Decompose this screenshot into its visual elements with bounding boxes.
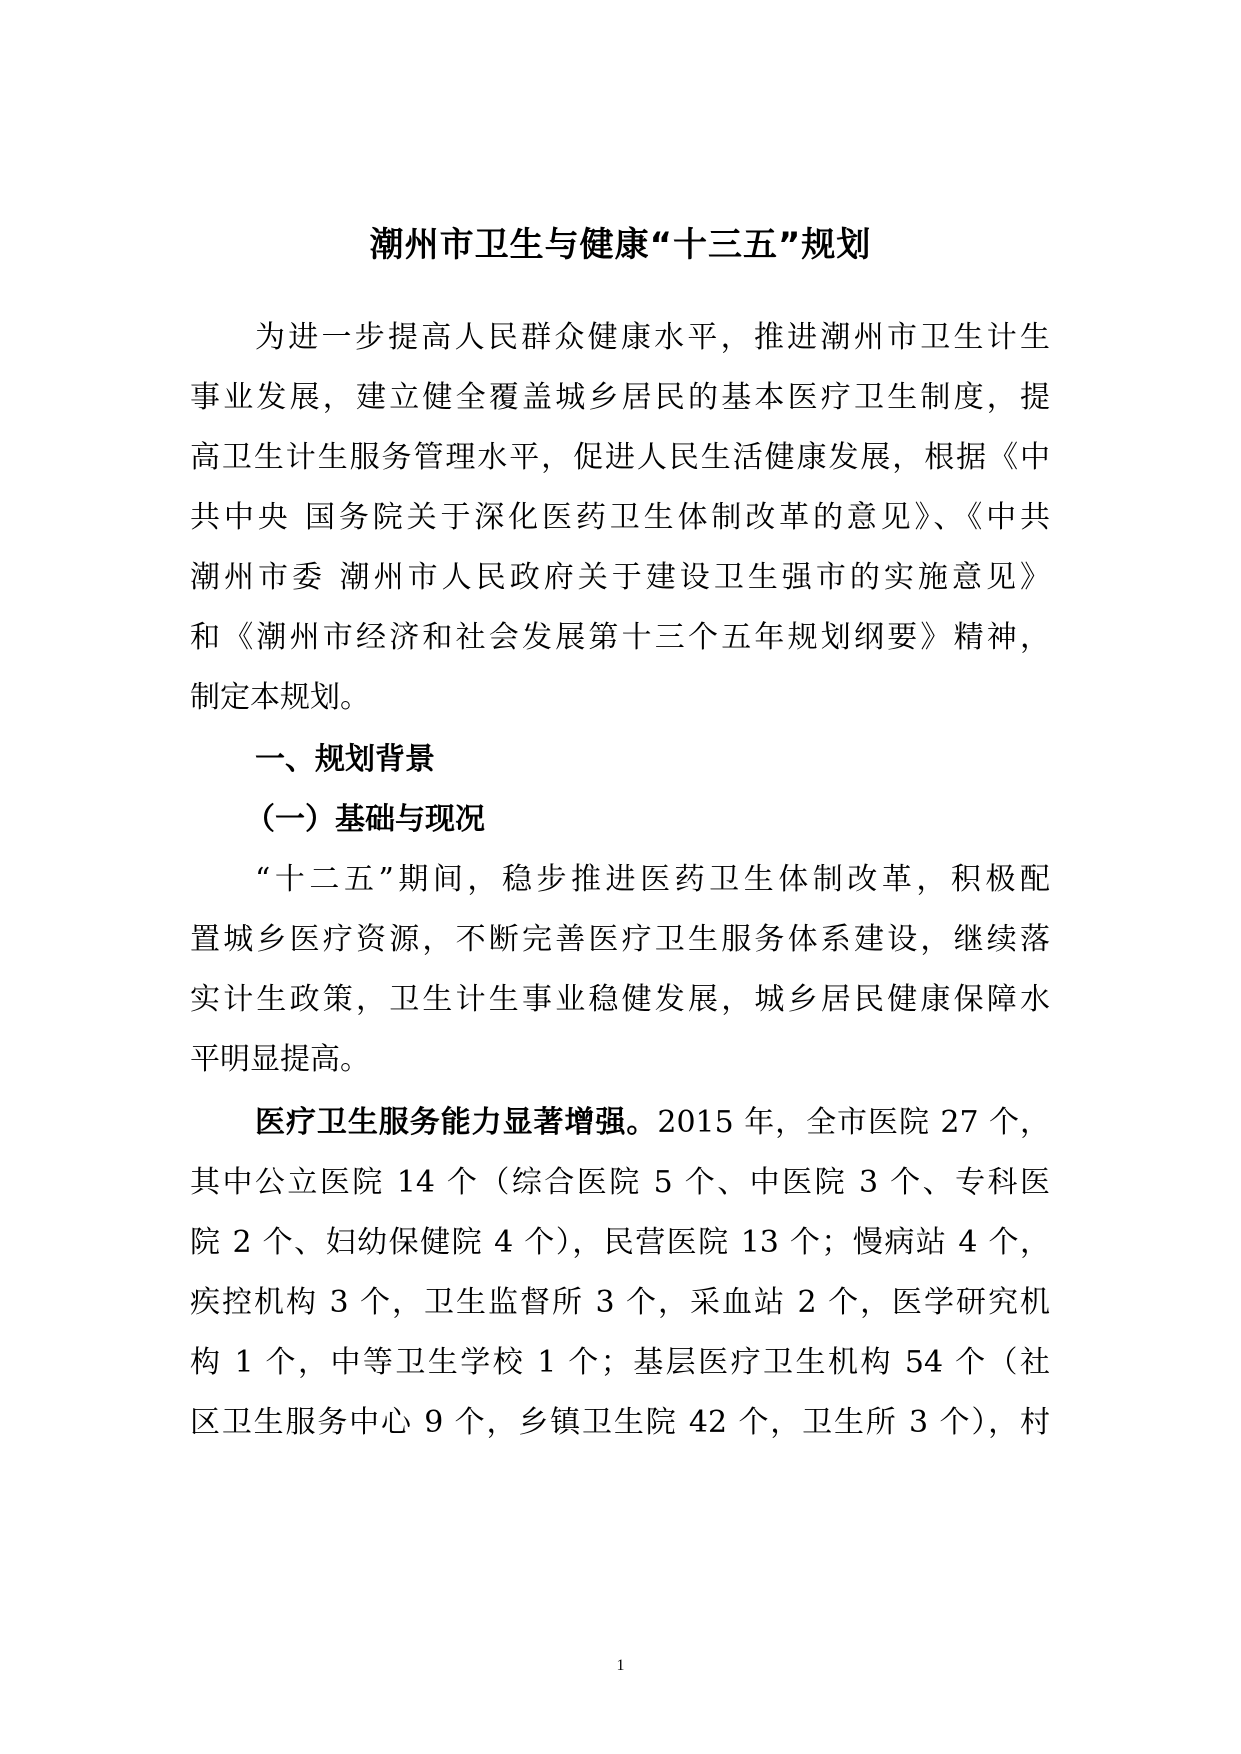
intro-line-6: 和《潮州市经济和社会发展第十三个五年规划纲要》精神， bbox=[190, 620, 1050, 655]
intro-line-2: 事业发展，建立健全覆盖城乡居民的基本医疗卫生制度，提 bbox=[190, 380, 1050, 415]
background-line-1: “十二五”期间，稳步推进医药卫生体制改革，积极配 bbox=[255, 862, 1050, 897]
capacity-line-4: 疾控机构 3 个，卫生监督所 3 个，采血站 2 个，医学研究机 bbox=[190, 1285, 1050, 1320]
capacity-line-3: 院 2 个、妇幼保健院 4 个），民营医院 13 个；慢病站 4 个， bbox=[190, 1225, 1050, 1260]
capacity-line-2: 其中公立医院 14 个（综合医院 5 个、中医院 3 个、专科医 bbox=[190, 1165, 1050, 1200]
page-number: 1 bbox=[616, 1657, 625, 1674]
section-heading-background: 一、规划背景 bbox=[255, 742, 435, 777]
background-line-4: 平明显提高。 bbox=[190, 1042, 370, 1077]
capacity-line-5: 构 1 个，中等卫生学校 1 个；基层医疗卫生机构 54 个（社 bbox=[190, 1345, 1050, 1380]
subsection-heading-foundation: （一）基础与现况 bbox=[245, 802, 485, 837]
document-title: 潮州市卫生与健康“十三五”规划 bbox=[369, 225, 872, 265]
intro-line-4: 共中央 国务院关于深化医药卫生体制改革的意见》、《中共 bbox=[190, 500, 1050, 535]
background-line-3: 实计生政策，卫生计生事业稳健发展，城乡居民健康保障水 bbox=[190, 982, 1050, 1017]
capacity-line-1 bbox=[255, 1103, 1050, 1143]
intro-line-1: 为进一步提高人民群众健康水平，推进潮州市卫生计生 bbox=[255, 320, 1050, 355]
intro-line-3: 高卫生计生服务管理水平，促进人民生活健康发展，根据《中 bbox=[190, 440, 1050, 475]
capacity-bold-lead: 医疗卫生服务能力显著增强。 bbox=[255, 1105, 658, 1140]
capacity-line-1-rest: 2015 年，全市医院 27 个， bbox=[657, 1105, 1050, 1140]
capacity-line-6: 区卫生服务中心 9 个，乡镇卫生院 42 个，卫生所 3 个），村 bbox=[190, 1405, 1050, 1440]
background-line-2: 置城乡医疗资源，不断完善医疗卫生服务体系建设，继续落 bbox=[190, 922, 1050, 957]
intro-line-7: 制定本规划。 bbox=[190, 680, 370, 715]
intro-line-5: 潮州市委 潮州市人民政府关于建设卫生强市的实施意见》 bbox=[190, 560, 1050, 595]
